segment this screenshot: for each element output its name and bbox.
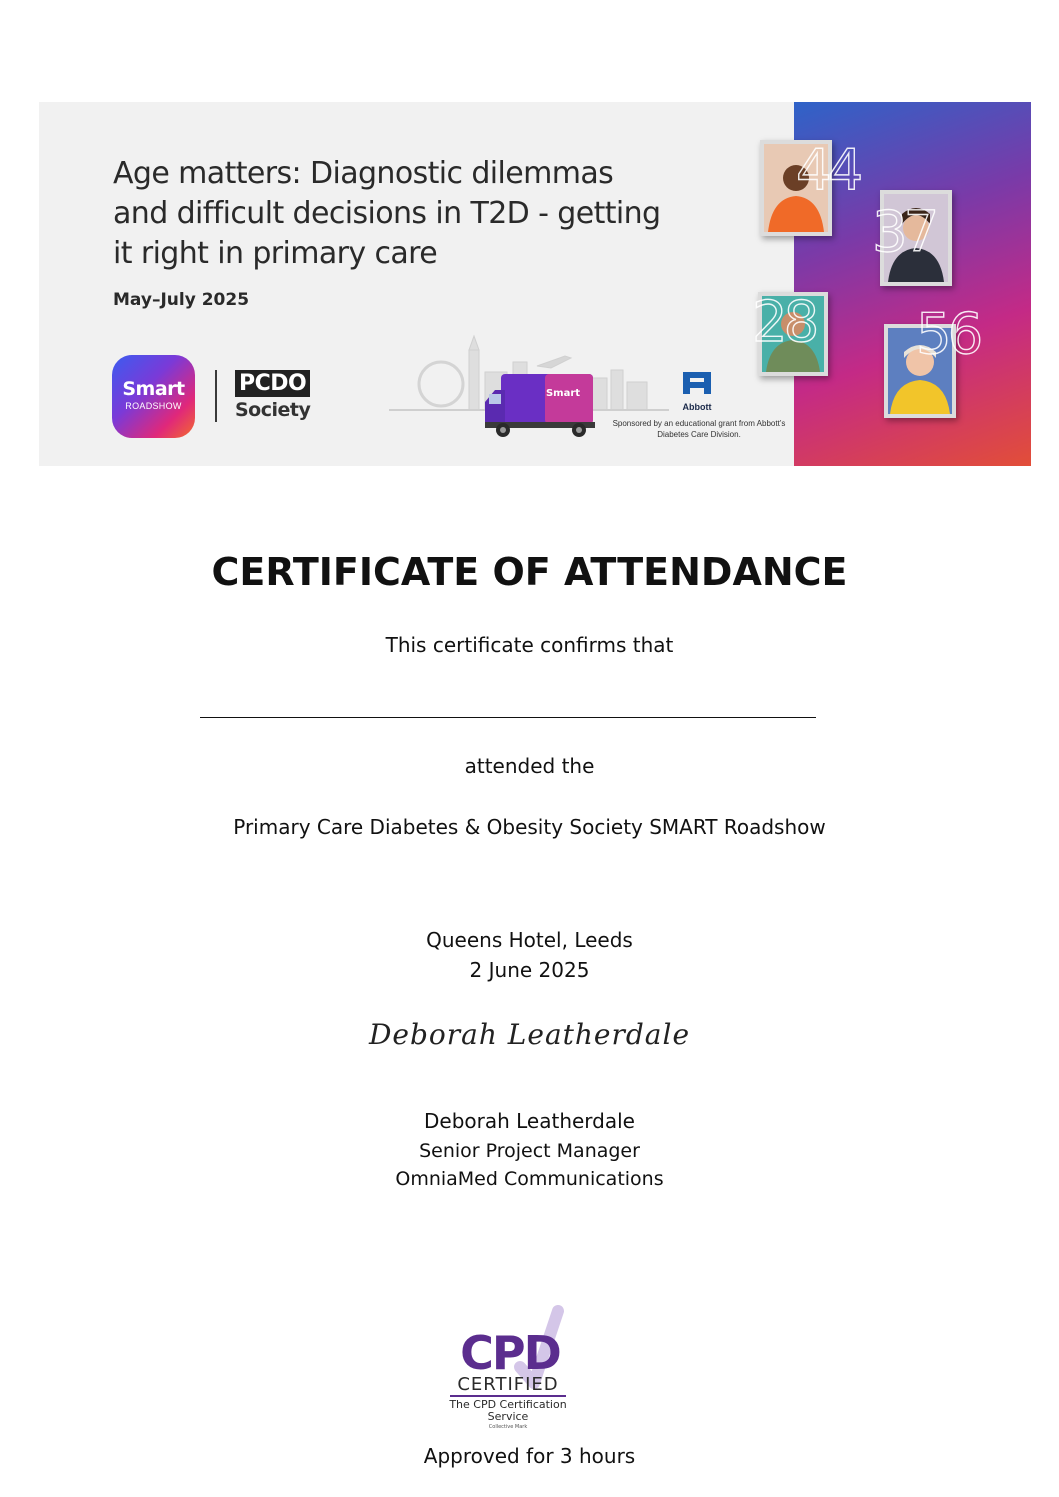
signatory-org: OmniaMed Communications (395, 1168, 664, 1190)
cpd-collective-mark: Collective Mark (488, 1424, 528, 1430)
age-number: 56 (916, 302, 980, 367)
abbott-name: Abbott (682, 402, 712, 412)
smart-logo-line2: ROADSHOW (125, 401, 182, 411)
event-date: 2 June 2025 (469, 958, 590, 982)
cpd-certified: CERTIFIED (457, 1374, 559, 1395)
age-number: 44 (796, 138, 860, 203)
venue: Queens Hotel, Leeds (426, 928, 633, 952)
event-banner (39, 102, 1031, 466)
pcdo-logo-line1: PCDO (235, 370, 310, 397)
age-number: 37 (872, 200, 936, 265)
attendee-name-line (200, 717, 816, 718)
cpd-mark: CPD (460, 1326, 560, 1380)
age-number: 28 (752, 290, 816, 355)
van-label: Smart (545, 388, 581, 399)
pcdo-logo-line2: Society (235, 399, 311, 421)
abbott-logo (675, 370, 719, 412)
confirms-text: This certificate confirms that (385, 633, 674, 657)
sponsor-text: Sponsored by an educational grant from Abbott’s Diabetes Care Division. (612, 419, 786, 439)
pcdo-society-logo (235, 370, 310, 421)
approved-hours: Approved for 3 hours (423, 1444, 636, 1468)
attended-text: attended the (464, 754, 595, 778)
logo-divider (215, 370, 217, 422)
smart-logo-line1: Smart (122, 378, 185, 400)
certificate-title: CERTIFICATE OF ATTENDANCE (211, 550, 848, 594)
abbott-icon (680, 370, 714, 396)
cpd-service-line1: The CPD Certification (449, 1398, 567, 1411)
signature: Deborah Leatherdale (368, 1018, 691, 1051)
smart-roadshow-logo (112, 355, 195, 438)
banner-dates: May–July 2025 (113, 290, 250, 310)
cpd-certified-logo (436, 1305, 586, 1430)
cpd-service-line2: Service (487, 1410, 529, 1423)
signatory-role: Senior Project Manager (419, 1140, 640, 1162)
signatory-name: Deborah Leatherdale (423, 1109, 635, 1133)
photo-panel (752, 102, 1031, 466)
event-name: Primary Care Diabetes & Obesity Society SMART Roadshow (233, 815, 826, 839)
banner-title: Age matters: Diagnostic dilemmas and difficult decisions in T2D - getting it right in primary care (113, 156, 661, 271)
